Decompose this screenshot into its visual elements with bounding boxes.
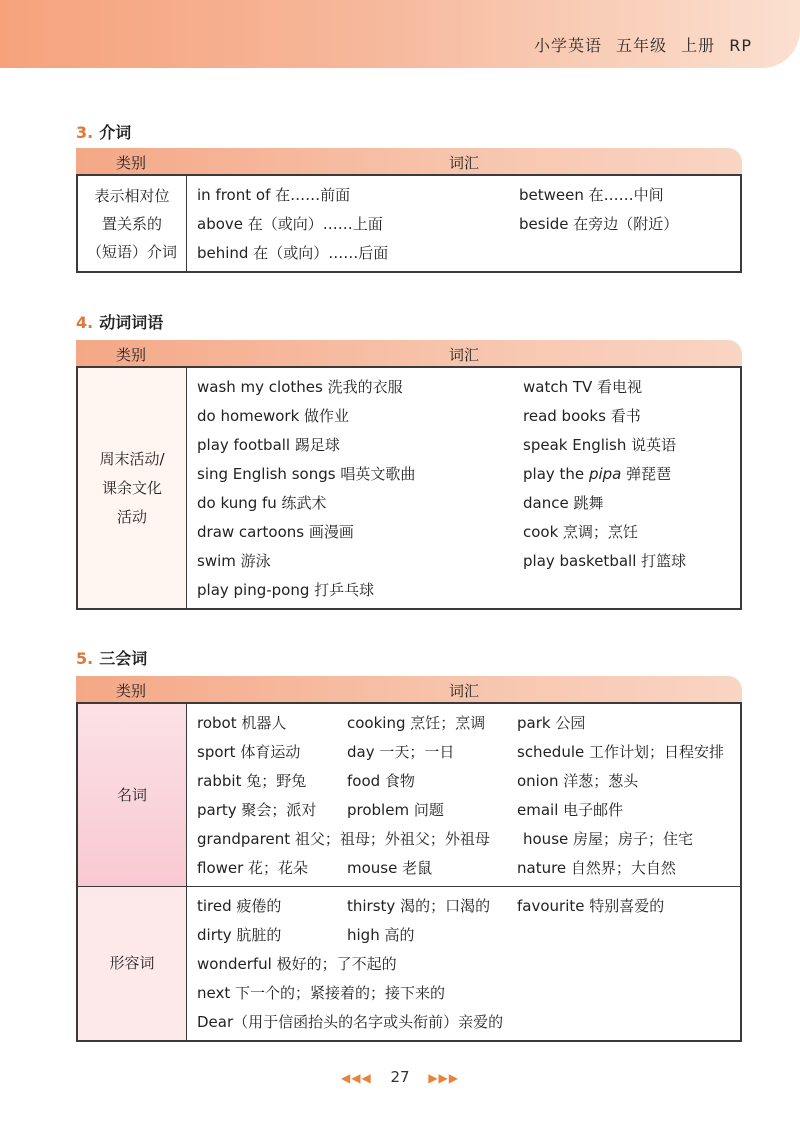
list-item (187, 575, 740, 604)
category-cell: 形容词 (78, 887, 187, 1040)
vocab-entry: rabbit 兔；野兔 (197, 772, 307, 790)
vocab-entry: dance 跳舞 (523, 494, 604, 512)
vocabulary-cell (187, 368, 740, 608)
vocab-entry: park 公园 (517, 714, 586, 732)
list-item (187, 708, 740, 737)
section-title-text: 介词 (99, 123, 132, 142)
vocab-entry: flower 花；花朵 (197, 859, 309, 877)
vocab-entry: cooking 烹饪；烹调 (347, 714, 486, 732)
table-body (76, 174, 742, 273)
vocab-entry: sport 体育运动 (197, 743, 301, 761)
list-item (187, 517, 740, 546)
vocab-entry: watch TV 看电视 (523, 378, 643, 396)
list-item (187, 1007, 740, 1036)
vocab-entry: problem 问题 (347, 801, 444, 819)
header-vocabulary: 词汇 (448, 682, 479, 700)
vocab-entry: play ping-pong 打乒乓球 (197, 581, 375, 599)
list-item (187, 546, 740, 575)
section-number: 3. (76, 123, 94, 142)
category-line: 活动 (116, 507, 147, 526)
vocab-entry: swim 游泳 (197, 552, 271, 570)
section-number: 4. (76, 313, 94, 332)
vocab-entry: high 高的 (347, 926, 415, 944)
category-cell: 名词 (78, 704, 187, 886)
category-line: 周末活动/ (99, 449, 165, 468)
table-row-nouns (78, 704, 740, 886)
category-line: （短语）介词 (86, 242, 177, 261)
vocab-entry: grandparent 祖父；祖母；外祖父；外祖母 (197, 830, 490, 848)
vocab-entry: do kung fu 练武术 (197, 494, 327, 512)
vocab-entry (523, 463, 671, 484)
list-item (187, 949, 740, 978)
vocab-entry: between 在……中间 (519, 186, 664, 204)
list-item (187, 488, 740, 517)
section-number: 5. (76, 649, 94, 668)
table-row (78, 176, 740, 271)
section-title-three-skill-words (76, 646, 147, 669)
section-title-text: 三会词 (99, 649, 148, 668)
vocab-entry-part: 弹琵琶 (626, 465, 672, 483)
header-category: 类别 (115, 346, 146, 364)
header-category: 类别 (115, 682, 146, 700)
vocab-entry: sing English songs 唱英文歌曲 (197, 465, 416, 483)
vocab-entry-part: play the (523, 465, 585, 483)
list-item (187, 430, 740, 459)
vocab-entry: party 聚会；派对 (197, 801, 317, 819)
list-item (187, 795, 740, 824)
header-banner (0, 0, 800, 68)
list-item (187, 238, 740, 267)
table-row (78, 368, 740, 608)
list-item (187, 766, 740, 795)
page-footer (0, 1068, 800, 1086)
table-row-adjectives (78, 886, 740, 1040)
list-item (187, 180, 740, 209)
next-arrows-icon: ▶▶▶ (428, 1071, 460, 1085)
vocab-entry: play basketball 打篮球 (523, 552, 687, 570)
category-line: 课余文化 (101, 478, 162, 497)
section-title-prepositions (76, 120, 131, 143)
header-vocabulary: 词汇 (448, 154, 479, 172)
section-title-text: 动词词语 (99, 313, 164, 332)
vocab-entry: in front of 在……前面 (197, 186, 351, 204)
table-header (76, 340, 742, 366)
vocab-entry: onion 洋葱；葱头 (517, 772, 639, 790)
vocab-entry: Dear（用于信函抬头的名字或头衔前）亲爱的 (197, 1013, 504, 1031)
vocab-entry: beside 在旁边（附近） (519, 215, 679, 233)
list-item (187, 920, 740, 949)
list-item (187, 978, 740, 1007)
vocabulary-cell (187, 704, 740, 886)
vocab-entry: dirty 肮脏的 (197, 926, 282, 944)
list-item (187, 401, 740, 430)
category-line: 置关系的 (101, 214, 162, 233)
vocab-entry: house 房屋；房子；住宅 (523, 830, 694, 848)
vocab-entry: behind 在（或向）……后面 (197, 244, 389, 262)
vocab-entry: nature 自然界；大自然 (517, 859, 676, 877)
category-cell (78, 176, 187, 271)
list-item (187, 853, 740, 882)
vocab-entry: favourite 特别喜爱的 (517, 897, 665, 915)
vocab-entry: email 电子邮件 (517, 801, 624, 819)
three-skill-words-table (76, 676, 742, 1042)
vocab-entry: next 下一个的；紧接着的；接下来的 (197, 984, 445, 1002)
vocab-entry: tired 疲倦的 (197, 897, 282, 915)
vocab-entry: do homework 做作业 (197, 407, 350, 425)
list-item (187, 209, 740, 238)
category-line: 表示相对位 (94, 186, 170, 205)
vocab-entry: read books 看书 (523, 407, 641, 425)
vocab-entry: wash my clothes 洗我的衣服 (197, 378, 403, 396)
table-header (76, 676, 742, 702)
vocab-entry: robot 机器人 (197, 714, 287, 732)
vocab-entry: mouse 老鼠 (347, 859, 433, 877)
vocabulary-cell (187, 887, 740, 1040)
table-body (76, 702, 742, 1042)
header-vocabulary: 词汇 (448, 346, 479, 364)
vocab-entry: day 一天；一日 (347, 743, 455, 761)
prepositions-table (76, 148, 742, 273)
vocab-entry: play football 踢足球 (197, 436, 340, 454)
vocab-entry: above 在（或向）……上面 (197, 215, 383, 233)
verb-phrases-table (76, 340, 742, 610)
list-item (187, 372, 740, 401)
section-title-verb-phrases (76, 310, 163, 333)
vocab-entry: thirsty 渴的；口渴的 (347, 897, 491, 915)
vocabulary-cell (187, 176, 740, 271)
page-number: 27 (390, 1068, 410, 1086)
vocab-entry: draw cartoons 画漫画 (197, 523, 354, 541)
list-item (187, 891, 740, 920)
list-item (187, 824, 740, 853)
header-text: 小学英语 五年级 上册 RP (533, 36, 752, 55)
vocab-entry: speak English 说英语 (523, 436, 677, 454)
vocab-entry: wonderful 极好的；了不起的 (197, 955, 397, 973)
vocab-entry: cook 烹调；烹饪 (523, 523, 639, 541)
table-body (76, 366, 742, 610)
previous-arrows-icon: ◀◀◀ (340, 1071, 372, 1085)
vocab-entry: schedule 工作计划；日程安排 (517, 743, 724, 761)
list-item (187, 459, 740, 488)
category-cell (78, 368, 187, 608)
list-item (187, 737, 740, 766)
vocab-entry: food 食物 (347, 772, 415, 790)
table-header (76, 148, 742, 174)
header-category: 类别 (115, 154, 146, 172)
vocab-entry-italic: pipa (588, 465, 622, 483)
